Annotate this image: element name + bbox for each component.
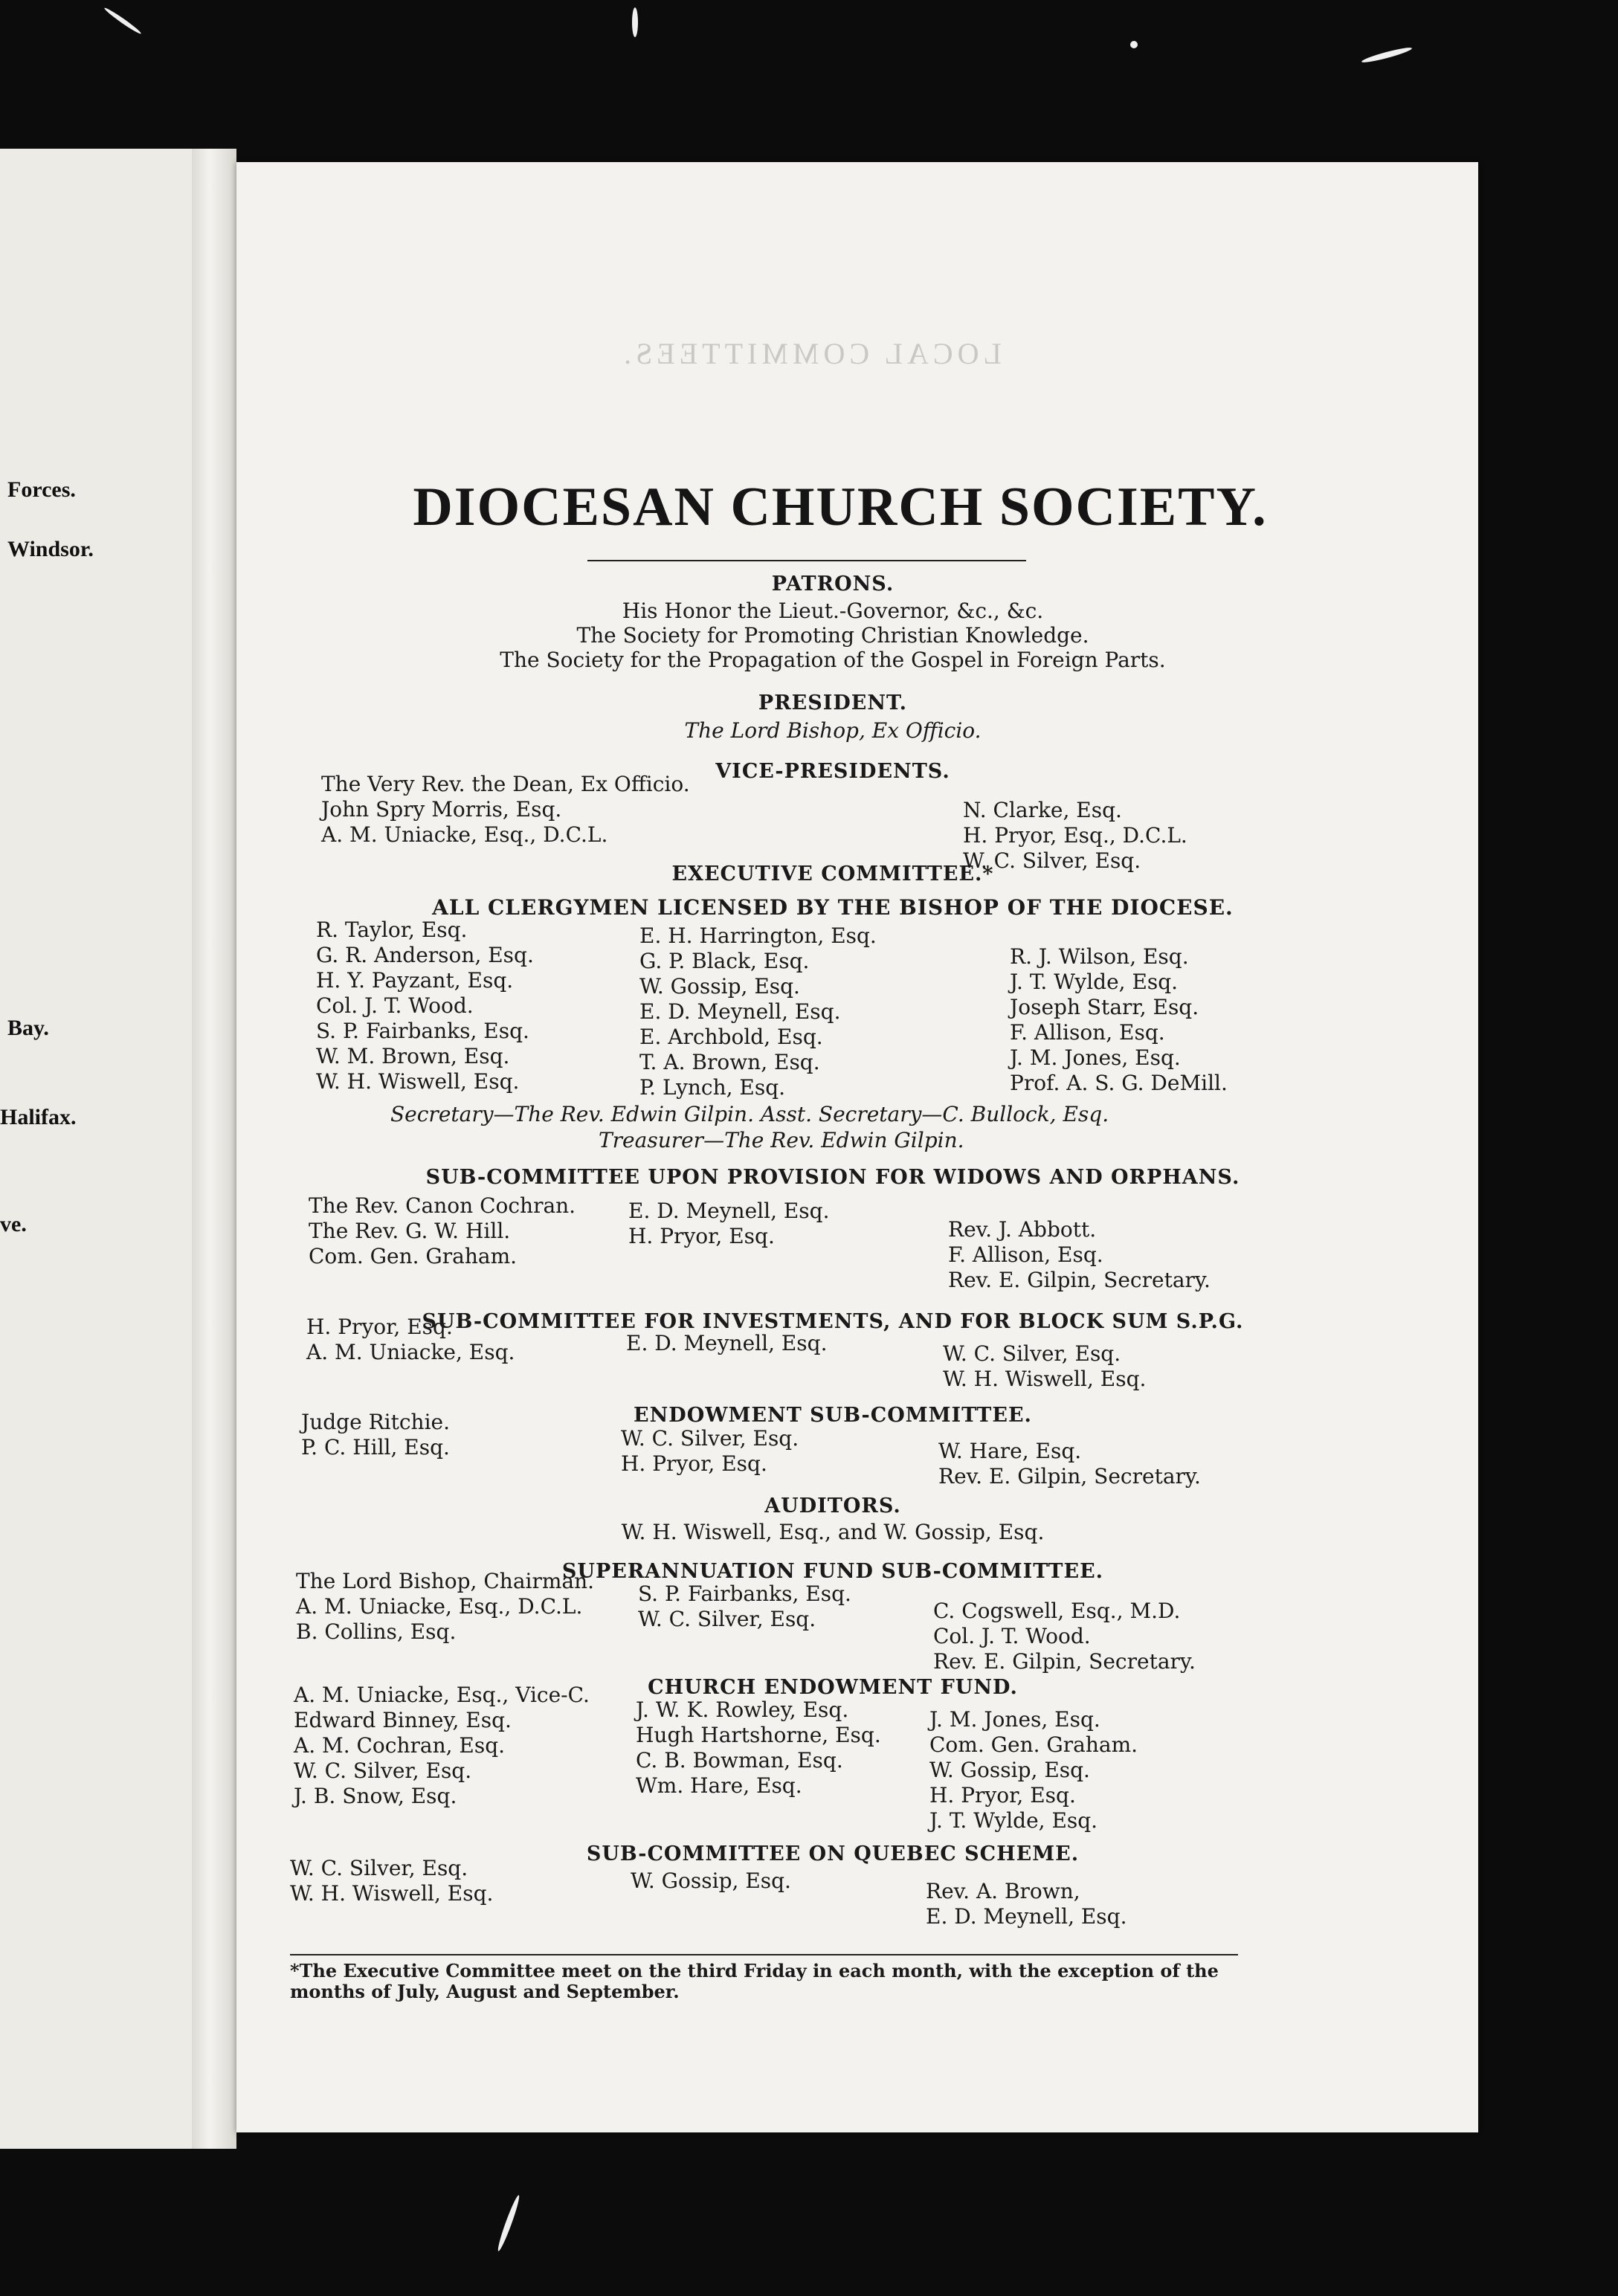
vice-president-name: The Very Rev. the Dean, Ex Officio. <box>321 772 690 796</box>
scan-speck <box>103 6 143 35</box>
member-name: Hugh Hartshorne, Esq. <box>636 1723 881 1747</box>
executive-col-2 <box>639 923 877 1100</box>
bleed-through-text: LOCAL COMMITTEES. <box>619 337 1002 370</box>
member-name: Judge Ritchie. <box>301 1410 451 1434</box>
member-name: E. H. Harrington, Esq. <box>639 923 877 948</box>
member-name: E. D. Meynell, Esq. <box>926 1904 1127 1929</box>
member-name: W. C. Silver, Esq. <box>294 1758 472 1783</box>
church-endowment-col-2 <box>636 1697 881 1799</box>
member-name: A. M. Uniacke, Esq. <box>306 1340 515 1364</box>
member-name: G. R. Anderson, Esq. <box>316 943 534 967</box>
investments-col-2 <box>626 1331 828 1356</box>
member-name: G. P. Black, Esq. <box>639 949 810 973</box>
vice-president-name: A. M. Uniacke, Esq., D.C.L. <box>321 822 608 847</box>
widows-col-1 <box>309 1193 576 1269</box>
member-name: J. T. Wylde, Esq. <box>929 1808 1098 1833</box>
member-name: W. C. Silver, Esq. <box>638 1607 816 1631</box>
vice-president-name: John Spry Morris, Esq. <box>321 797 562 822</box>
page-gutter <box>192 149 236 2149</box>
member-name: P. C. Hill, Esq. <box>301 1435 450 1460</box>
member-name: H. Pryor, Esq. <box>628 1224 775 1248</box>
left-fragment-text: Halifax. <box>0 1105 77 1129</box>
member-name: Joseph Starr, Esq. <box>1010 995 1199 1019</box>
church-endowment-heading: CHURCH ENDOWMENT FUND. <box>648 1676 1018 1699</box>
title-rule <box>587 560 1026 561</box>
member-name: J. W. K. Rowley, Esq. <box>636 1697 849 1722</box>
member-name: W. Gossip, Esq. <box>631 1868 791 1893</box>
member-name: Com. Gen. Graham. <box>309 1244 518 1268</box>
patron-line: The Society for the Propagation of the Gospel in Foreign Parts. <box>500 648 1166 672</box>
scan-speck <box>1361 45 1413 65</box>
church-endowment-col-1 <box>294 1683 590 1809</box>
left-fragment-text: Windsor. <box>7 537 94 561</box>
endowment-sub-col-3 <box>938 1439 1201 1489</box>
quebec-col-3 <box>926 1879 1127 1929</box>
vice-president-name: W. C. Silver, Esq. <box>963 848 1141 873</box>
executive-col-1 <box>316 918 534 1094</box>
member-name: E. D. Meynell, Esq. <box>626 1331 828 1355</box>
member-name: The Rev. G. W. Hill. <box>309 1219 511 1243</box>
member-name: R. Taylor, Esq. <box>316 918 468 942</box>
footnote: *The Executive Committee meet on the third Friday in each month, with the exception of the months of July, August and September. <box>290 1960 1219 2002</box>
member-name: Col. J. T. Wood. <box>933 1624 1091 1648</box>
scan-speck <box>496 2194 522 2252</box>
member-name: W. C. Silver, Esq. <box>290 1856 468 1880</box>
executive-heading: EXECUTIVE COMMITTEE.* <box>671 862 994 886</box>
member-name: Rev. E. Gilpin, Secretary. <box>938 1464 1201 1489</box>
quebec-col-2 <box>631 1868 791 1894</box>
member-name: T. A. Brown, Esq. <box>639 1050 820 1074</box>
left-page-fragment <box>0 149 223 2149</box>
patrons-heading: PATRONS. <box>771 573 895 596</box>
member-name: F. Allison, Esq. <box>1010 1020 1165 1045</box>
member-name: S. P. Fairbanks, Esq. <box>638 1581 851 1606</box>
vice-presidents-left <box>321 772 690 848</box>
vice-presidents-heading: VICE-PRESIDENTS. <box>715 760 950 783</box>
footnote-rule <box>290 1954 1238 1955</box>
member-name: C. B. Bowman, Esq. <box>636 1748 843 1773</box>
quebec-col-1 <box>290 1856 493 1906</box>
member-name: Com. Gen. Graham. <box>929 1732 1138 1757</box>
patron-line: The Society for Promoting Christian Knowledge. <box>576 623 1089 648</box>
endowment-sub-heading: ENDOWMENT SUB-COMMITTEE. <box>634 1404 1032 1427</box>
quebec-heading: SUB-COMMITTEE ON QUEBEC SCHEME. <box>586 1842 1080 1866</box>
member-name: F. Allison, Esq. <box>948 1242 1103 1267</box>
vice-president-name: N. Clarke, Esq. <box>963 798 1122 822</box>
member-name: A. M. Uniacke, Esq., Vice-C. <box>294 1683 590 1707</box>
member-name: C. Cogswell, Esq., M.D. <box>933 1599 1181 1623</box>
auditors-line: W. H. Wiswell, Esq., and W. Gossip, Esq. <box>621 1520 1045 1544</box>
member-name: Edward Binney, Esq. <box>294 1708 512 1732</box>
member-name: E. D. Meynell, Esq. <box>639 999 841 1024</box>
member-name: Rev. E. Gilpin, Secretary. <box>948 1268 1211 1292</box>
patron-line: His Honor the Lieut.-Governor, &c., &c. <box>622 599 1044 623</box>
member-name: The Lord Bishop, Chairman. <box>296 1569 595 1593</box>
left-fragment-text: ve. <box>0 1212 27 1236</box>
left-fragment-text: Bay. <box>7 1016 49 1040</box>
member-name: S. P. Fairbanks, Esq. <box>316 1019 529 1043</box>
member-name: W. C. Silver, Esq. <box>621 1426 799 1451</box>
member-name: H. Y. Payzant, Esq. <box>316 968 514 993</box>
executive-subheading: ALL CLERGYMEN LICENSED BY THE BISHOP OF THE DIOCESE. <box>432 895 1234 920</box>
member-name: B. Collins, Esq. <box>296 1619 457 1644</box>
member-name: Rev. A. Brown, <box>926 1879 1080 1903</box>
member-name: J. T. Wylde, Esq. <box>1010 970 1179 994</box>
investments-heading: SUB-COMMITTEE FOR INVESTMENTS, AND FOR BLOCK SUM S.P.G. <box>422 1310 1244 1333</box>
scan-speck <box>632 7 638 37</box>
member-name: H. Pryor, Esq. <box>929 1783 1076 1808</box>
member-name: Wm. Hare, Esq. <box>636 1773 802 1798</box>
member-name: H. Pryor, Esq. <box>306 1315 453 1339</box>
investments-col-3 <box>943 1341 1146 1392</box>
member-name: Prof. A. S. G. DeMill. <box>1010 1071 1228 1095</box>
member-name: A. M. Cochran, Esq. <box>294 1733 506 1758</box>
member-name: R. J. Wilson, Esq. <box>1010 944 1189 969</box>
member-name: Rev. E. Gilpin, Secretary. <box>933 1649 1196 1674</box>
page-title: DIOCESAN CHURCH SOCIETY. <box>413 477 1268 538</box>
member-name: J. B. Snow, Esq. <box>294 1784 457 1808</box>
president-heading: PRESIDENT. <box>758 691 908 715</box>
member-name: W. H. Wiswell, Esq. <box>943 1367 1147 1391</box>
secretary-line: Secretary—The Rev. Edwin Gilpin. Asst. Secretary—C. Bullock, Esq. <box>390 1102 1109 1126</box>
member-name: J. M. Jones, Esq. <box>929 1707 1100 1732</box>
treasurer-line: Treasurer—The Rev. Edwin Gilpin. <box>599 1128 964 1152</box>
auditors-heading: AUDITORS. <box>764 1494 901 1518</box>
member-name: Col. J. T. Wood. <box>316 993 474 1018</box>
executive-col-3 <box>1010 944 1228 1096</box>
scan-speck <box>1130 41 1138 48</box>
member-name: W. Gossip, Esq. <box>929 1758 1090 1782</box>
member-name: W. Gossip, Esq. <box>639 974 800 999</box>
superannuation-col-1 <box>296 1569 594 1645</box>
endowment-sub-col-2 <box>621 1426 799 1477</box>
widows-heading: SUB-COMMITTEE UPON PROVISION FOR WIDOWS AND ORPHANS. <box>425 1166 1240 1189</box>
member-name: Rev. J. Abbott. <box>948 1217 1097 1242</box>
superannuation-heading: SUPERANNUATION FUND SUB-COMMITTEE. <box>561 1560 1104 1583</box>
president-line: The Lord Bishop, Ex Officio. <box>684 718 982 743</box>
member-name: W. M. Brown, Esq. <box>316 1044 510 1068</box>
member-name: P. Lynch, Esq. <box>639 1075 786 1100</box>
member-name: H. Pryor, Esq. <box>621 1451 767 1476</box>
member-name: W. C. Silver, Esq. <box>943 1341 1121 1366</box>
vice-president-name: H. Pryor, Esq., D.C.L. <box>963 823 1187 848</box>
member-name: W. Hare, Esq. <box>938 1439 1082 1463</box>
member-name: J. M. Jones, Esq. <box>1010 1045 1181 1070</box>
member-name: The Rev. Canon Cochran. <box>309 1193 576 1218</box>
endowment-sub-col-1 <box>301 1410 450 1460</box>
member-name: W. H. Wiswell, Esq. <box>290 1881 494 1906</box>
member-name: E. Archbold, Esq. <box>639 1025 823 1049</box>
member-name: E. D. Meynell, Esq. <box>628 1199 830 1223</box>
left-fragment-text: Forces. <box>7 477 76 502</box>
member-name: W. H. Wiswell, Esq. <box>316 1069 520 1094</box>
superannuation-col-2 <box>638 1581 851 1632</box>
superannuation-col-3 <box>933 1599 1196 1674</box>
member-name: A. M. Uniacke, Esq., D.C.L. <box>296 1594 583 1619</box>
widows-col-3 <box>948 1217 1211 1293</box>
widows-col-2 <box>628 1199 830 1249</box>
church-endowment-col-3 <box>929 1707 1138 1834</box>
investments-col-1 <box>306 1315 515 1365</box>
